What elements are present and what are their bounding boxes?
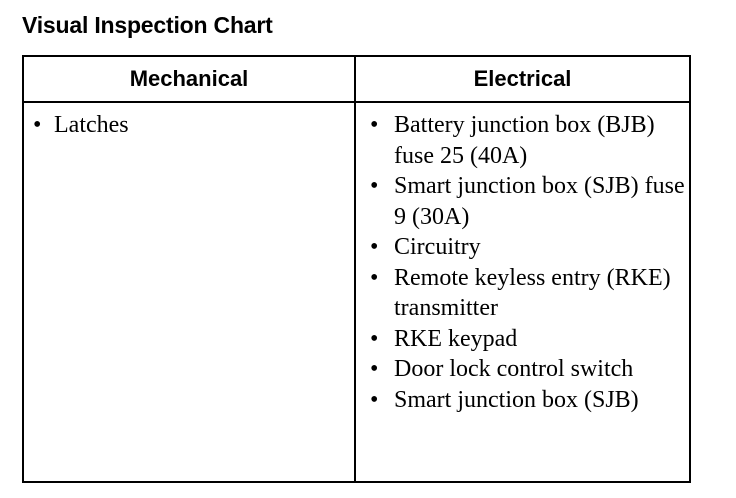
bullet-icon: • (370, 386, 379, 413)
mechanical-list (24, 103, 354, 141)
bullet-icon: • (370, 325, 379, 352)
list-item-text: Door lock control switch (394, 356, 634, 382)
table-row (23, 102, 690, 482)
list-item (356, 354, 689, 385)
page-title: Visual Inspection Chart (22, 12, 273, 38)
bullet-icon: • (370, 264, 379, 291)
electrical-list (356, 103, 689, 415)
header-electrical: Electrical (355, 56, 690, 102)
list-item-text: Battery junction box (BJB) fuse 25 (40A) (394, 112, 655, 169)
table-header-row (23, 56, 690, 102)
electrical-cell (355, 102, 690, 482)
list-item-text: Latches (54, 112, 129, 138)
bullet-icon: • (370, 356, 379, 382)
list-item-text: Remote keyless entry (RKE) transmitter (394, 264, 671, 321)
list-item (24, 110, 354, 141)
visual-inspection-table (22, 55, 691, 483)
list-item (356, 263, 689, 324)
list-item (356, 324, 689, 355)
bullet-icon: • (370, 234, 379, 260)
list-item-text: Smart junction box (SJB) fuse 9 (30A) (394, 173, 685, 230)
header-mechanical: Mechanical (23, 56, 355, 102)
list-item (356, 385, 689, 416)
mechanical-cell (23, 102, 355, 482)
list-item (356, 171, 689, 232)
bullet-icon: • (370, 112, 379, 138)
list-item (356, 232, 689, 263)
list-item-text: Circuitry (394, 234, 481, 260)
bullet-icon: • (370, 173, 379, 199)
list-item-text: Smart junction box (SJB) (394, 386, 639, 413)
list-item (356, 110, 689, 171)
list-item-text: RKE keypad (394, 325, 518, 352)
bullet-icon: • (33, 112, 42, 138)
